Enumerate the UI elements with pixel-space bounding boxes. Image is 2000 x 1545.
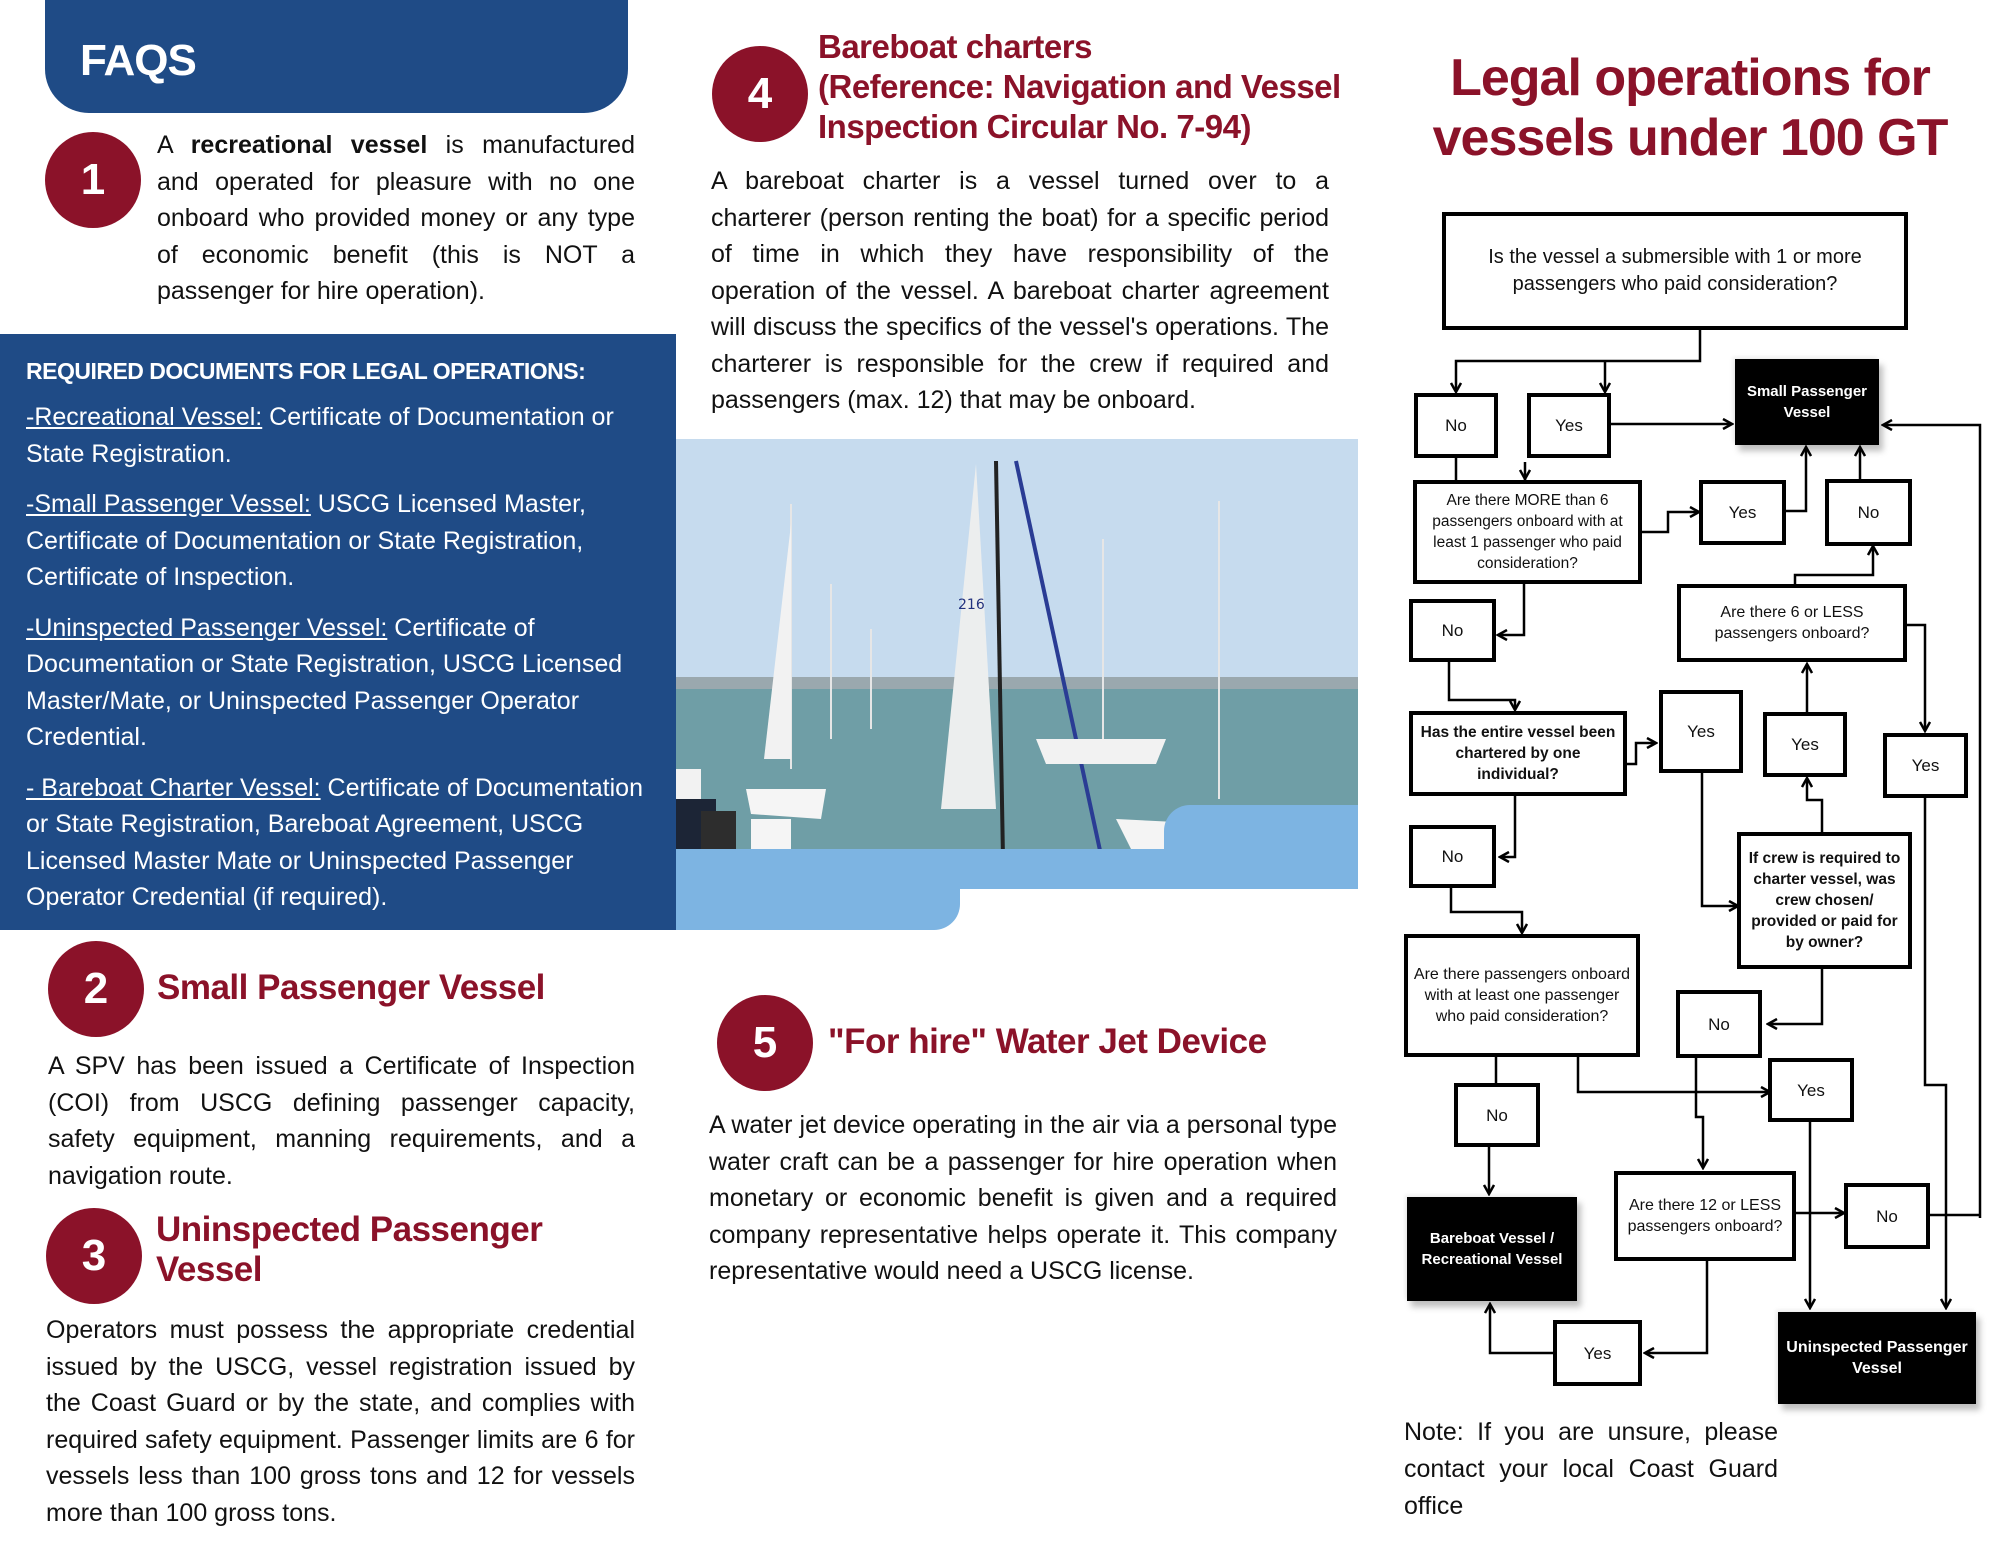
section-4-title-line1: Bareboat charters xyxy=(818,28,1092,65)
flowchart-question-crew: If crew is required to charter vessel, was crew chosen/ provided or paid for by owner? xyxy=(1737,832,1912,969)
flowchart-question-paid-consideration: Are there passengers onboard with at least one passenger who paid consideration? xyxy=(1404,934,1640,1057)
flowchart-answer-yes: Yes xyxy=(1699,480,1786,545)
doc-label: -Uninspected Passenger Vessel: xyxy=(26,613,388,642)
section-2-title: Small Passenger Vessel xyxy=(157,968,545,1007)
flowchart-question-more-than-6: Are there MORE than 6 passengers onboard with at least 1 passenger who paid consideration? xyxy=(1413,480,1642,584)
section-4-title-line2: (Reference: Navigation and Vessel xyxy=(818,68,1341,105)
flowchart-question-6-or-less: Are there 6 or LESS passengers onboard? xyxy=(1677,584,1907,662)
flowchart-note: Note: If you are unsure, please contact your local Coast Guard office xyxy=(1404,1418,1778,1520)
section-3-title-line1: Uninspected Passenger xyxy=(156,1210,543,1249)
flowchart-question-12-or-less: Are there 12 or LESS passengers onboard? xyxy=(1614,1171,1796,1261)
flowchart-question-submersible: Is the vessel a submersible with 1 or more passengers who paid consideration? xyxy=(1442,212,1908,330)
section-5-title: "For hire" Water Jet Device xyxy=(828,1022,1267,1061)
flowchart-answer-yes: Yes xyxy=(1883,733,1968,798)
flowchart-question-chartered: Has the entire vessel been chartered by one individual? xyxy=(1409,711,1627,796)
flowchart-answer-no: No xyxy=(1676,990,1762,1058)
faq-title: FAQS xyxy=(80,36,196,85)
flowchart-answer-yes: Yes xyxy=(1768,1058,1854,1122)
flowchart-answer-yes: Yes xyxy=(1763,712,1847,777)
section-4-title-line3: Inspection Circular No. 7-94) xyxy=(818,108,1251,145)
section-number-1: 1 xyxy=(45,132,141,228)
section-number-5: 5 xyxy=(717,995,813,1091)
section-1-text-prefix: A xyxy=(157,131,191,159)
doc-label: - Bareboat Charter Vessel: xyxy=(26,773,321,802)
doc-text: Certificate of Documentation or State Registration, Bareboat Agreement, USCG Licensed Master Mate or Uninspected Passenger Operator Credential (if required). xyxy=(26,773,643,911)
flowchart-answer-no: No xyxy=(1825,479,1912,546)
section-number-2: 2 xyxy=(48,941,144,1037)
doc-text: Certificate of Documentation or State Registration. xyxy=(26,403,614,468)
section-3-title-line2: Vessel xyxy=(156,1250,262,1289)
flowchart-answer-no: No xyxy=(1409,825,1496,888)
section-3-text: Operators must possess the appropriate credential issued by the USCG, vessel registration issued by the Coast Guard or by the state, and complies with required safety equipment. Passenger limits are 6 for vessels less than 100 gross tons and 12 for vessels more than 100 gross tons. xyxy=(46,1316,635,1527)
flowchart-answer-no: No xyxy=(1414,393,1498,458)
flowchart-title-line2: vessels under 100 GT xyxy=(1432,109,1948,167)
doc-label: -Recreational Vessel: xyxy=(26,403,263,431)
section-4-text: A bareboat charter is a vessel turned over to a charterer (person renting the boat) for a specific period of time in which they have responsibility of the operation of the vessel. A bareboat charter agreement will discuss the specifics of the vessel's operations. The charterer is responsible for the crew if required and passengers (max. 12) that may be onboard. xyxy=(711,167,1329,414)
flowchart-title-line1: Legal operations for xyxy=(1450,49,1930,107)
flowchart-answer-no: No xyxy=(1409,599,1496,662)
doc-text: Certificate of Documentation or State Registration, USCG Licensed Master/Mate, or Uninspected Passenger Operator Credential. xyxy=(26,613,623,751)
section-1-text-rest: is manufactured and operated for pleasure with no one onboard who provided money or any type of economic benefit (this is NOT a passenger for hire operation). xyxy=(157,131,635,305)
flowchart-answer-yes: Yes xyxy=(1527,393,1611,458)
flowchart-result-small-passenger-vessel: Small Passenger Vessel xyxy=(1735,359,1879,445)
doc-text: USCG Licensed Master, Certificate of Documentation or State Registration, Certificate of Inspection. xyxy=(26,490,586,591)
flowchart-result-uninspected-passenger-vessel: Uninspected Passenger Vessel xyxy=(1778,1312,1976,1404)
svg-text:216: 216 xyxy=(958,597,985,613)
section-number-3: 3 xyxy=(46,1208,142,1304)
section-5-text: A water jet device operating in the air via a personal type water craft can be a passenger for hire operation when monetary or economic benefit is given and a required company representative helps operate it. This company representative would need a USCG license. xyxy=(709,1111,1337,1285)
flowchart-answer-no: No xyxy=(1454,1083,1540,1147)
flowchart-result-bareboat-recreational: Bareboat Vessel / Recreational Vessel xyxy=(1407,1197,1577,1301)
doc-label: -Small Passenger Vessel: xyxy=(26,490,311,518)
flowchart-answer-yes: Yes xyxy=(1553,1320,1642,1386)
section-number-4: 4 xyxy=(712,46,808,142)
flowchart-answer-yes: Yes xyxy=(1659,690,1743,773)
section-1-bold-term: recreational vessel xyxy=(190,131,428,159)
required-documents-heading: REQUIRED DOCUMENTS FOR LEGAL OPERATIONS: xyxy=(26,358,586,384)
section-2-text: A SPV has been issued a Certificate of Inspection (COI) from USCG defining passenger capacity, safety equipment, manning requirements, and a navigation route. xyxy=(48,1052,635,1190)
flowchart-answer-no: No xyxy=(1844,1183,1930,1249)
